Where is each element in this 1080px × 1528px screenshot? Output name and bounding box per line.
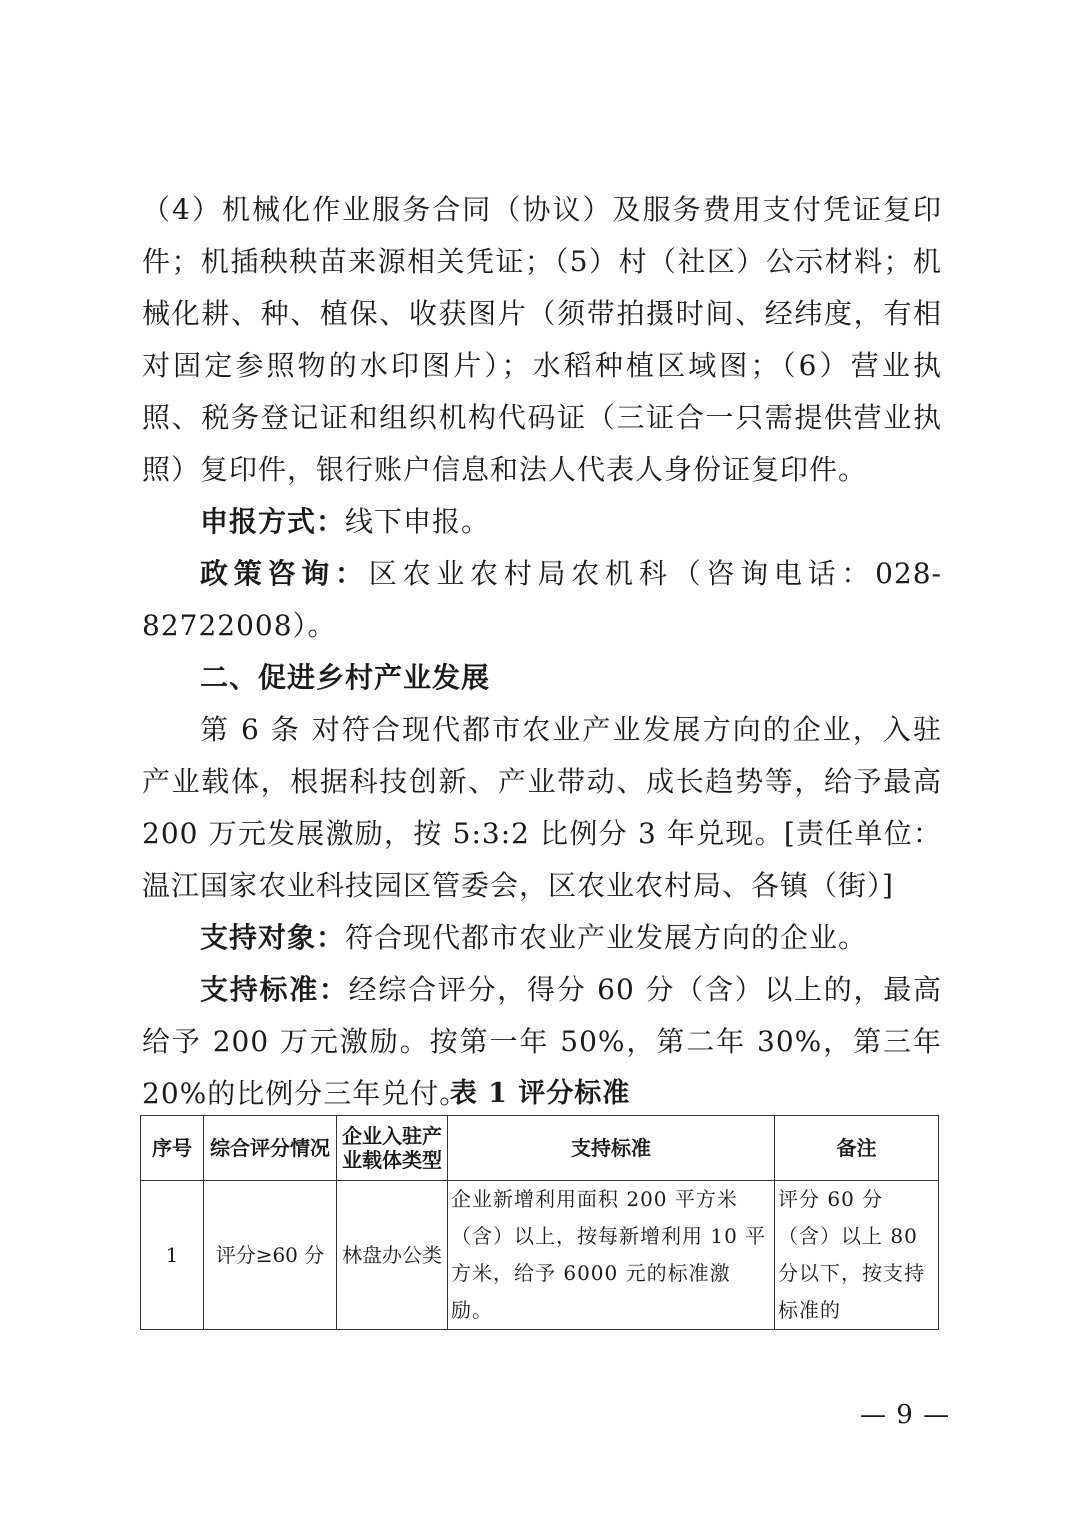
apply-method-label: 申报方式： — [200, 505, 346, 538]
header-carrier-type: 企业入驻产业载体类型 — [337, 1116, 448, 1181]
cell-standard: 企业新增利用面积 200 平方米（含）以上，按每新增利用 10 平方米，给予 6000 元的标准激励。 — [448, 1181, 775, 1330]
support-standard-label: 支持标准： — [200, 973, 349, 1006]
header-standard: 支持标准 — [448, 1116, 775, 1181]
body-text — [142, 184, 942, 1120]
policy-consult-paragraph — [142, 548, 942, 652]
support-target-text: 符合现代都市农业产业发展方向的企业。 — [345, 921, 868, 954]
article-6-paragraph: 第 6 条 对符合现代都市农业产业发展方向的企业，入驻产业载体，根据科技创新、产业带动、成长趋势等，给予最高 200 万元发展激励，按 5:3:2 比例分 3 年兑现。[责任单位：温江国家农业科技园区管委会，区农业农村局、各镇（街）] — [142, 713, 942, 902]
cell-score: 评分≥60 分 — [204, 1181, 337, 1330]
section-heading: 二、促进乡村产业发展 — [200, 661, 491, 694]
policy-consult-label: 政策咨询： — [200, 557, 369, 590]
apply-method-text: 线下申报。 — [345, 505, 491, 538]
header-no: 序号 — [141, 1116, 204, 1181]
support-target-paragraph — [142, 912, 942, 964]
policy-consult-text: 区农业农村局农机科（咨询电话：028-82722008）。 — [142, 557, 942, 642]
table-header-row — [141, 1116, 939, 1181]
page-number: — 9 — — [860, 1400, 951, 1430]
header-score: 综合评分情况 — [204, 1116, 337, 1181]
apply-method-paragraph — [142, 496, 942, 548]
table-title: 表 1 评分标准 — [449, 1078, 631, 1109]
scoring-table — [140, 1115, 939, 1330]
support-standard-text: 经综合评分，得分 60 分（含）以上的，最高给予 200 万元激励。按第一年 50%，第二年 30%，第三年 20%的比例分三年兑付。 — [142, 973, 942, 1110]
support-target-label: 支持对象： — [200, 921, 346, 954]
materials-paragraph: （4）机械化作业服务合同（协议）及服务费用支付凭证复印件；机插秧秧苗来源相关凭证；（5）村（社区）公示材料；机械化耕、种、植保、收获图片（须带拍摄时间、经纬度，有相对固定参照物的水印图片）；水稻种植区域图；（6）营业执照、税务登记证和组织机构代码证（三证合一只需提供营业执照）复印件，银行账户信息和法人代表人身份证复印件。 — [142, 193, 942, 486]
cell-note: 评分 60 分（含）以上 80 分以下，按支持标准的 — [775, 1181, 939, 1330]
header-note: 备注 — [775, 1116, 939, 1181]
table-row — [141, 1181, 939, 1330]
cell-no: 1 — [141, 1181, 204, 1330]
cell-carrier-type: 林盘办公类 — [337, 1181, 448, 1330]
